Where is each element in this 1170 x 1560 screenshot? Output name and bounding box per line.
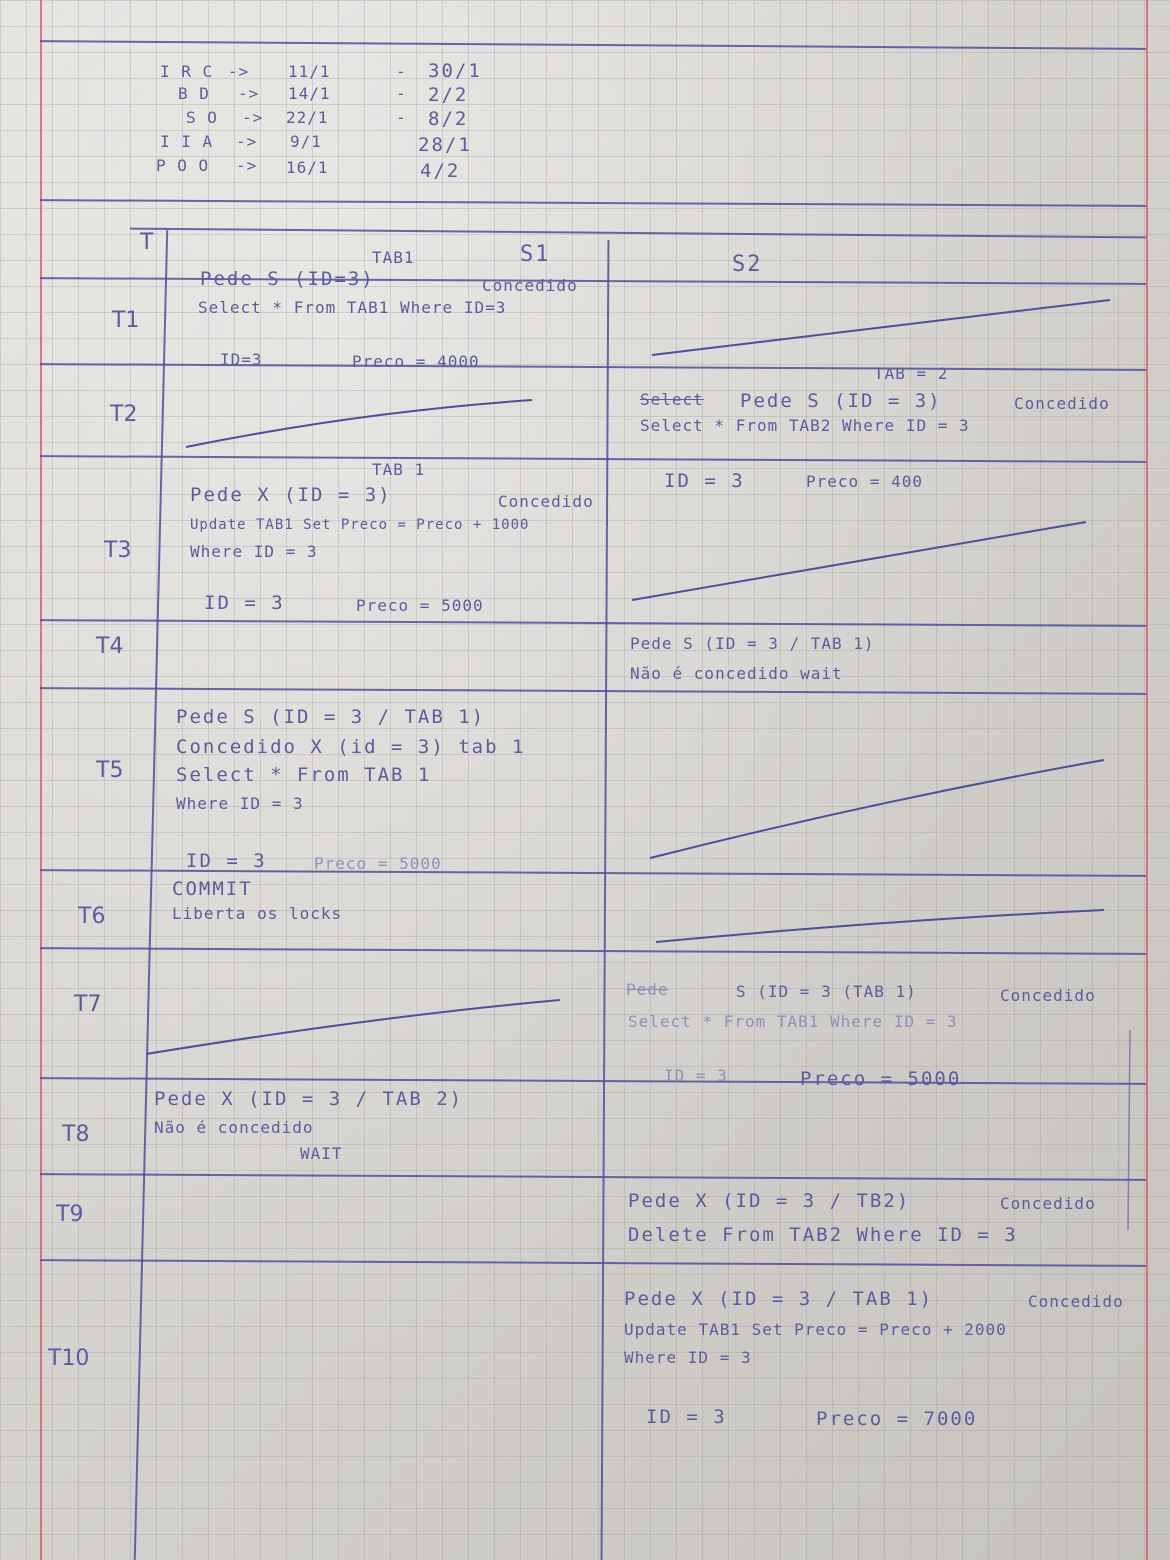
idle-stroke-s2-t5 bbox=[650, 760, 1104, 858]
end-date: 2/2 bbox=[428, 84, 469, 106]
time-label-t3: T3 bbox=[104, 538, 132, 563]
result-id: ID = 3 bbox=[664, 1066, 728, 1085]
rule-t7 bbox=[40, 947, 1146, 955]
struck-word: Pede bbox=[626, 980, 669, 999]
idle-stroke-s1-t7 bbox=[146, 1000, 560, 1054]
sql-where: Where ID = 3 bbox=[190, 542, 318, 561]
arrow: -> bbox=[242, 108, 264, 127]
time-label-t7: T7 bbox=[74, 992, 102, 1017]
rule-t3 bbox=[40, 455, 1146, 463]
arrow: -> bbox=[236, 132, 258, 151]
time-label-t5: T5 bbox=[96, 758, 124, 783]
right-margin-line bbox=[1146, 0, 1148, 1560]
sql-statement: Select * From TAB 1 bbox=[176, 764, 432, 786]
subject: I R C bbox=[160, 62, 214, 81]
result-price: Preco = 400 bbox=[806, 472, 923, 491]
lock-request: Pede X (ID = 3) bbox=[190, 484, 392, 506]
dash: - bbox=[396, 84, 407, 103]
arrow: -> bbox=[238, 84, 260, 103]
idle-stroke-s2-t1 bbox=[652, 300, 1110, 355]
result-price: Preco = 7000 bbox=[816, 1408, 978, 1430]
result-id: ID = 3 bbox=[204, 592, 285, 614]
lock-request: Pede X (ID = 3 / TAB 1) bbox=[624, 1288, 934, 1310]
rule-schedule-bottom bbox=[40, 199, 1146, 207]
arrow: -> bbox=[236, 156, 258, 175]
denied-note: Não é concedido bbox=[154, 1118, 314, 1137]
idle-stroke-s2-t6 bbox=[656, 910, 1104, 942]
lock-request: S (ID = 3 (TAB 1) bbox=[736, 982, 917, 1001]
rule-t8 bbox=[40, 1077, 1146, 1085]
wait-note: Não é concedido wait bbox=[630, 664, 843, 683]
rule-top bbox=[40, 40, 1146, 50]
end-date: 4/2 bbox=[420, 160, 461, 182]
granted-note: Concedido bbox=[1000, 986, 1096, 1005]
session-divider-line bbox=[601, 240, 610, 1560]
start-date: 11/1 bbox=[288, 62, 331, 81]
idle-stroke-s1-t2 bbox=[186, 400, 532, 447]
lock-request: Pede S (ID=3) bbox=[200, 268, 375, 290]
column-right-edge bbox=[1128, 1030, 1130, 1230]
dash: - bbox=[396, 62, 407, 81]
commit-statement: COMMIT bbox=[172, 878, 253, 900]
subject: B D bbox=[178, 84, 210, 103]
lock-request: Pede X (ID = 3 / TB2) bbox=[628, 1190, 911, 1212]
granted-note: Concedido bbox=[1000, 1194, 1096, 1213]
granted-note: Concedido bbox=[482, 276, 578, 295]
wait-note: WAIT bbox=[300, 1144, 343, 1163]
start-date: 9/1 bbox=[290, 132, 322, 151]
time-label-t8: T8 bbox=[62, 1122, 90, 1147]
rule-t4 bbox=[40, 619, 1146, 627]
table-name: TAB = 2 bbox=[874, 364, 949, 383]
idle-stroke-s2-t3 bbox=[632, 522, 1086, 600]
subject: S O bbox=[186, 108, 218, 127]
granted-note: Concedido bbox=[498, 492, 594, 511]
s1-header: S1 bbox=[520, 242, 551, 267]
result-id: ID = 3 bbox=[664, 470, 745, 492]
dash: - bbox=[396, 108, 407, 127]
sql-statement: Select * From TAB2 Where ID = 3 bbox=[640, 416, 970, 435]
table-name: TAB 1 bbox=[372, 460, 426, 479]
end-date: 8/2 bbox=[428, 108, 469, 130]
lock-request: Pede S (ID = 3 / TAB 1) bbox=[630, 634, 875, 653]
granted-note: Concedido bbox=[1014, 394, 1110, 413]
rule-t2 bbox=[40, 363, 1146, 371]
sql-statement: Select * From TAB1 Where ID = 3 bbox=[628, 1012, 958, 1031]
result-id: ID = 3 bbox=[186, 850, 267, 872]
s2-header: S2 bbox=[732, 252, 763, 277]
time-label-t4: T4 bbox=[96, 634, 124, 659]
time-label-t10: T10 bbox=[48, 1346, 90, 1371]
end-date: 30/1 bbox=[428, 60, 482, 82]
subject: P O O bbox=[156, 156, 210, 175]
start-date: 16/1 bbox=[286, 158, 329, 177]
sql-statement: Select * From TAB1 Where ID=3 bbox=[198, 298, 507, 317]
sql-statement: Update TAB1 Set Preco = Preco + 1000 bbox=[190, 517, 530, 533]
subject: I I A bbox=[160, 132, 214, 151]
time-label-t1: T1 bbox=[112, 308, 140, 333]
arrow: -> bbox=[228, 62, 250, 81]
sql-statement: Update TAB1 Set Preco = Preco + 2000 bbox=[624, 1320, 1007, 1339]
lock-upgrade: Concedido X (id = 3) tab 1 bbox=[176, 736, 526, 758]
result-price: Preco = 5000 bbox=[314, 854, 442, 873]
lock-request: Pede S (ID = 3) bbox=[740, 390, 942, 412]
release-locks-note: Liberta os locks bbox=[172, 904, 343, 923]
rule-t5 bbox=[40, 687, 1146, 695]
result-price: Preco = 4000 bbox=[352, 352, 480, 371]
rule-t10 bbox=[40, 1259, 1146, 1267]
result-price: Preco = 5000 bbox=[356, 596, 484, 615]
result-price: Preco = 5000 bbox=[800, 1068, 962, 1090]
granted-note: Concedido bbox=[1028, 1292, 1124, 1311]
result-id: ID=3 bbox=[220, 350, 263, 369]
time-label-t9: T9 bbox=[56, 1202, 84, 1227]
sql-where: Where ID = 3 bbox=[624, 1348, 752, 1367]
time-label-t6: T6 bbox=[78, 904, 106, 929]
left-margin-line bbox=[40, 0, 42, 1560]
end-date: 28/1 bbox=[418, 134, 472, 156]
sql-where: Where ID = 3 bbox=[176, 794, 304, 813]
time-column-line bbox=[134, 230, 168, 1560]
rule-header bbox=[130, 228, 1146, 239]
table-name: TAB1 bbox=[372, 248, 415, 267]
sql-statement: Delete From TAB2 Where ID = 3 bbox=[628, 1224, 1018, 1246]
struck-word: Select bbox=[640, 390, 704, 409]
result-id: ID = 3 bbox=[646, 1406, 727, 1428]
start-date: 14/1 bbox=[288, 84, 331, 103]
start-date: 22/1 bbox=[286, 108, 329, 127]
time-label-t2: T2 bbox=[110, 402, 138, 427]
lock-request: Pede X (ID = 3 / TAB 2) bbox=[154, 1088, 464, 1110]
time-header: T bbox=[140, 230, 154, 255]
lock-request: Pede S (ID = 3 / TAB 1) bbox=[176, 706, 486, 728]
rule-t9 bbox=[40, 1173, 1146, 1181]
